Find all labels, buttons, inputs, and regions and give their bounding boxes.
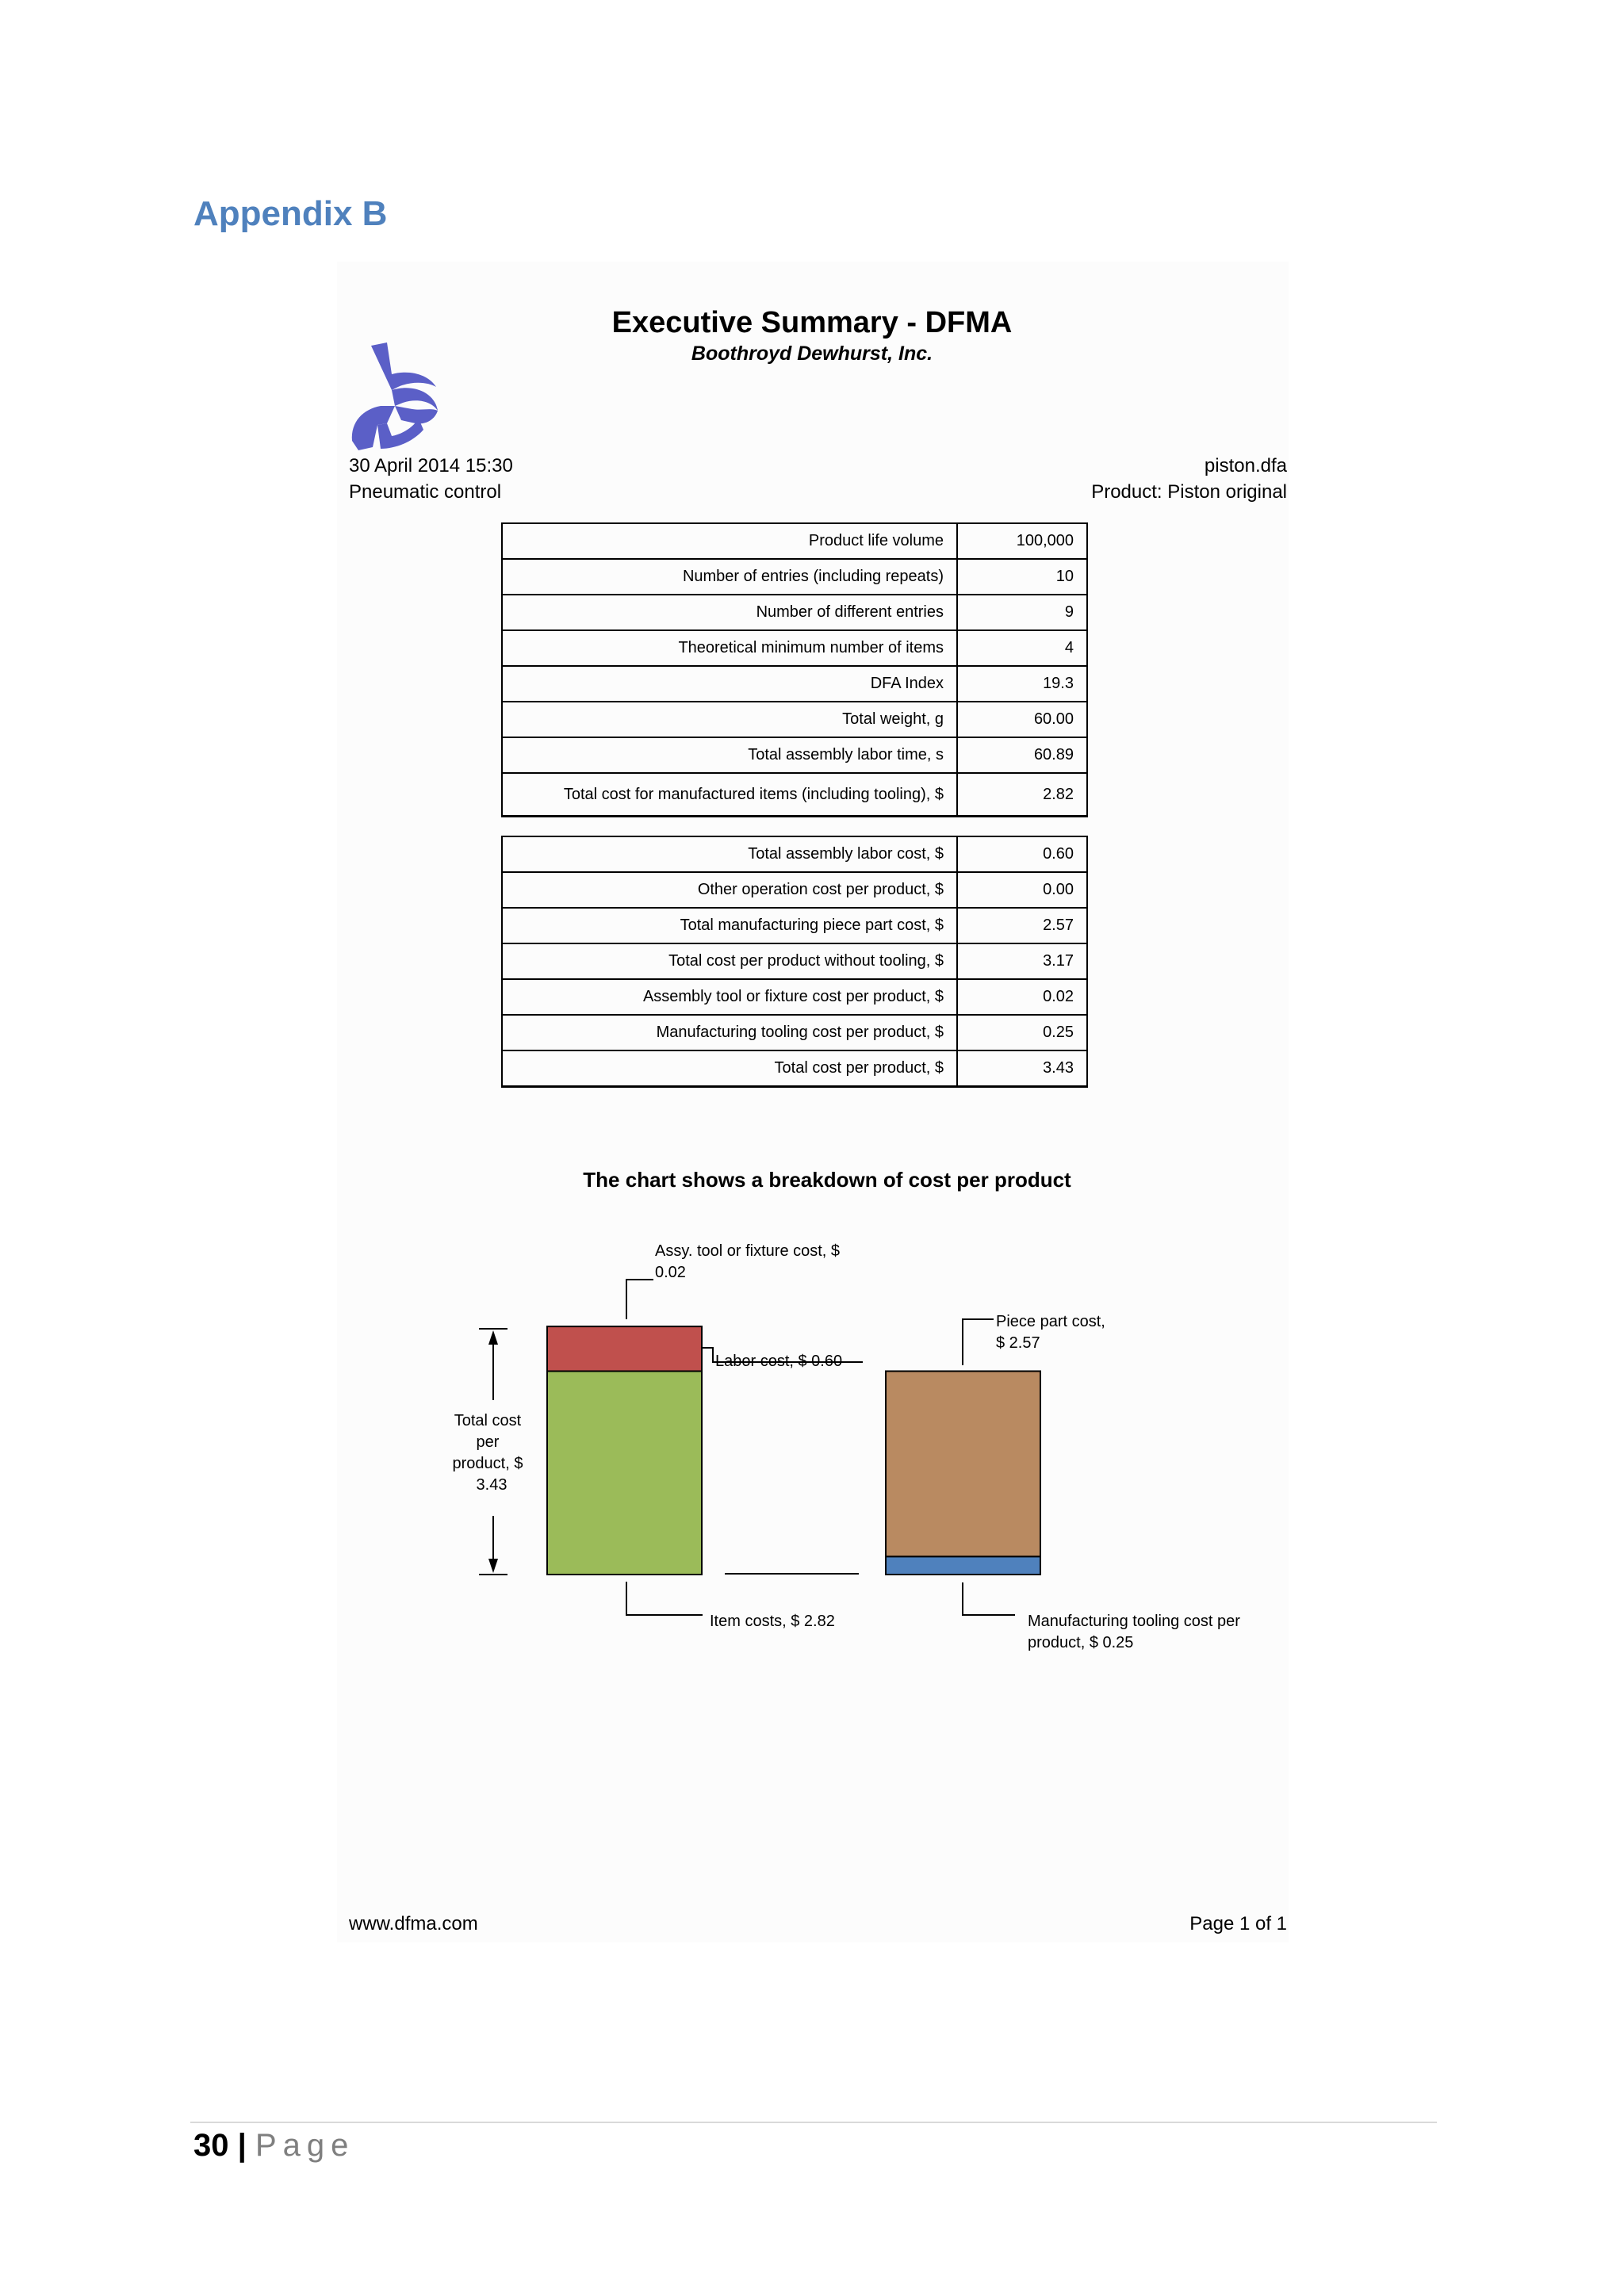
table-row [502, 595, 1087, 630]
report-date: 30 April 2014 15:30 [349, 455, 513, 476]
row-label: Manufacturing tooling cost per product, $ [502, 1015, 957, 1050]
assy-tool-label: Assy. tool or fixture cost, $ [655, 1242, 841, 1260]
tooling-cost-label: Manufacturing tooling cost per [1028, 1613, 1240, 1630]
appendix-heading: Appendix B [193, 194, 388, 233]
row-label: Theoretical minimum number of items [502, 630, 957, 666]
row-label: Total cost for manufactured items (including tooling), $ [502, 773, 957, 817]
bar-item-costs [547, 1371, 702, 1575]
table-row [502, 666, 1087, 702]
page-number-value: 30 [193, 2128, 229, 2163]
report-title: Executive Summary - DFMA [611, 306, 1013, 339]
table-row [502, 702, 1087, 737]
row-value: 100,000 [957, 523, 1087, 559]
footer-divider [190, 2122, 1437, 2123]
project-name: Pneumatic control [349, 481, 502, 503]
row-label: Number of entries (including repeats) [502, 559, 957, 595]
total-cost-label: product, $ [452, 1455, 523, 1472]
row-value: 0.00 [957, 872, 1087, 908]
row-label: Total assembly labor cost, $ [502, 836, 957, 872]
total-cost-value: 3.43 [476, 1476, 508, 1494]
piece-part-label: Piece part cost, [996, 1313, 1105, 1330]
table-row [502, 559, 1087, 595]
row-label: Assembly tool or fixture cost per product, $ [502, 979, 957, 1015]
footer-page: Page 1 of 1 [1189, 1913, 1287, 1934]
page-number [193, 2125, 354, 2166]
row-label: Total cost per product, $ [502, 1050, 957, 1087]
piece-part-value: $ 2.57 [996, 1334, 1040, 1352]
table-row [502, 523, 1087, 559]
product-name: Product: Piston original [1091, 481, 1287, 503]
bar-tooling-cost [886, 1556, 1040, 1575]
table-row [502, 979, 1087, 1015]
row-label: Other operation cost per product, $ [502, 872, 957, 908]
report-background [337, 262, 1289, 1942]
row-value: 2.82 [957, 773, 1087, 817]
assy-tool-value: 0.02 [655, 1264, 686, 1281]
table-row [502, 908, 1087, 943]
row-value: 60.00 [957, 702, 1087, 737]
row-value: 4 [957, 630, 1087, 666]
row-value: 19.3 [957, 666, 1087, 702]
bar-labor-cost [547, 1326, 702, 1371]
row-value: 3.17 [957, 943, 1087, 979]
row-label: Total cost per product without tooling, $ [502, 943, 957, 979]
page-number-separator: | [237, 2128, 247, 2163]
item-costs-label: Item costs, $ 2.82 [710, 1613, 835, 1630]
bar-piece-part-cost [886, 1371, 1040, 1556]
table-row [502, 943, 1087, 979]
row-value: 0.60 [957, 836, 1087, 872]
cost-breakdown-chart [0, 1189, 1624, 1681]
chart-title: The chart shows a breakdown of cost per product [583, 1168, 1071, 1192]
table-row [502, 836, 1087, 872]
row-value: 0.02 [957, 979, 1087, 1015]
summary-table-2 [501, 836, 1088, 1088]
row-value: 60.89 [957, 737, 1087, 773]
table-row [502, 1015, 1087, 1050]
total-cost-label: Total cost [454, 1412, 522, 1429]
summary-table-1 [501, 522, 1088, 817]
row-label: Total assembly labor time, s [502, 737, 957, 773]
row-value: 10 [957, 559, 1087, 595]
table-row [502, 773, 1087, 817]
row-label: DFA Index [502, 666, 957, 702]
tooling-cost-value: product, $ 0.25 [1028, 1634, 1134, 1651]
row-label: Product life volume [502, 523, 957, 559]
table-row [502, 1050, 1087, 1087]
report-subtitle: Boothroyd Dewhurst, Inc. [691, 342, 933, 365]
row-value: 3.43 [957, 1050, 1087, 1087]
row-value: 9 [957, 595, 1087, 630]
total-cost-label: per [476, 1433, 500, 1451]
footer-url[interactable]: www.dfma.com [349, 1913, 478, 1934]
table-row [502, 630, 1087, 666]
row-value: 2.57 [957, 908, 1087, 943]
file-name: piston.dfa [1204, 455, 1287, 476]
table-row [502, 872, 1087, 908]
table-row [502, 737, 1087, 773]
row-label: Total manufacturing piece part cost, $ [502, 908, 957, 943]
row-value: 0.25 [957, 1015, 1087, 1050]
labor-cost-label: Labor cost, $ 0.60 [715, 1353, 843, 1370]
row-label: Total weight, g [502, 702, 957, 737]
page-number-label: Page [255, 2128, 355, 2163]
row-label: Number of different entries [502, 595, 957, 630]
